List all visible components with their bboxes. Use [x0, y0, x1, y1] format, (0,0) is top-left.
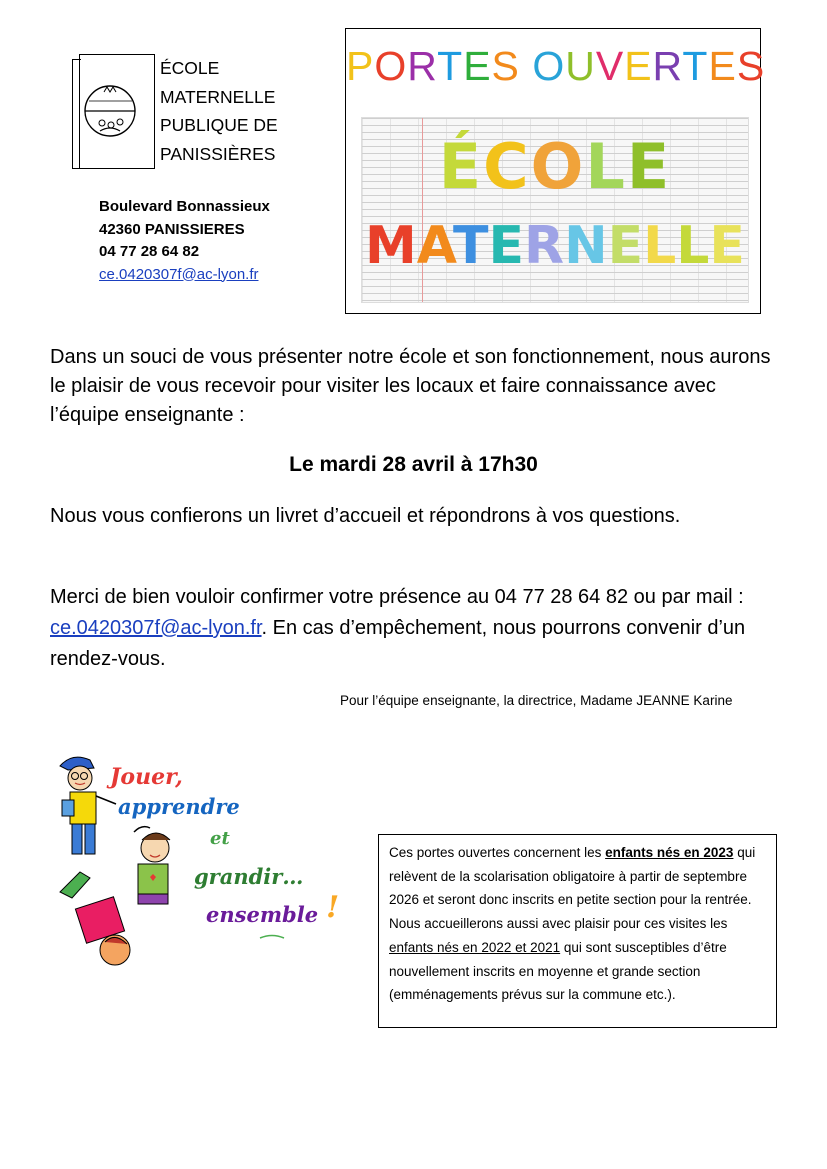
girl-figure-icon — [134, 827, 170, 904]
poster-title-letter: O — [532, 43, 566, 89]
school-name — [160, 54, 278, 168]
poster-word-letter: E — [607, 216, 644, 276]
poster-word-letter: N — [564, 216, 608, 276]
signature: Pour l’équipe enseignante, la directrice, Madame JEANNE Karine — [340, 693, 733, 708]
poster-word-letter: O — [530, 130, 586, 203]
address-city: 42360 PANISSIERES — [99, 220, 245, 238]
booklet-paragraph: Nous vous confierons un livret d’accueil et répondrons à vos questions. — [50, 505, 681, 527]
poster-title-letter: R — [652, 43, 683, 89]
slogan-line-4: grandir… — [194, 864, 304, 889]
poster-word-letter: R — [524, 216, 565, 276]
poster-title — [346, 43, 766, 90]
slogan-line-2: apprendre — [118, 794, 240, 819]
slogan-exclamation: ! — [326, 890, 340, 925]
poster-word-letter: C — [483, 130, 531, 203]
notebook-illustration — [361, 117, 749, 303]
confirm-email-link[interactable]: ce.0420307f@ac-lyon.fr — [50, 617, 262, 639]
poster-word-letter: M — [365, 216, 417, 276]
slogan-line-5: ensemble — [206, 902, 319, 927]
tumbling-child-icon — [60, 872, 130, 965]
slogan-line-3: et — [210, 828, 230, 849]
address-phone: 04 77 28 64 82 — [99, 243, 200, 260]
poster-title-letter: S — [491, 43, 520, 89]
poster-title-letter: U — [565, 43, 596, 89]
confirm-text-before: Merci de bien vouloir confirmer votre présence au 04 77 28 64 82 ou par mail : — [50, 586, 744, 608]
info-text-3: qui sont susceptibles d’être nouvellement inscrits en moyenne et grande section (emménagements prévus sur la commune etc.). — [389, 939, 727, 1003]
poster-word-letter: E — [488, 216, 525, 276]
poster-title-letter: P — [346, 43, 375, 89]
poster-word-letter: É — [438, 130, 484, 203]
info-highlight-2023: enfants nés en 2023 — [605, 845, 734, 860]
school-name-line-1: ÉCOLE — [160, 58, 220, 78]
school-name-line-4: PANISSIÈRES — [160, 143, 276, 164]
poster-word-letter: E — [626, 130, 672, 203]
event-date: Le mardi 28 avril à 17h30 — [289, 453, 538, 476]
poster-title-letter: T — [437, 43, 464, 89]
confirm-text-after: . En cas d’empêchement, nous pourrons convenir d’un rendez-vous. — [50, 617, 746, 670]
poster-title-letter: E — [708, 43, 737, 89]
poster-word-maternelle — [362, 216, 748, 276]
poster-title-letter — [520, 43, 532, 89]
boy-figure-icon — [60, 757, 116, 854]
poster-title-letter: E — [624, 43, 653, 89]
poster-word-letter: E — [709, 216, 745, 276]
info-highlight-2022-2021: enfants nés en 2022 et 2021 — [389, 939, 561, 955]
school-address — [99, 196, 270, 286]
school-name-line-2: MATERNELLE — [160, 86, 276, 107]
school-logo — [79, 54, 155, 169]
poster-word-letter: T — [453, 216, 489, 276]
address-street: Boulevard Bonnassieux — [99, 198, 270, 215]
logo-spine — [72, 59, 81, 169]
poster-title-letter: E — [463, 43, 492, 89]
grass-doodle-icon — [260, 936, 284, 939]
school-name-line-3: PUBLIQUE DE — [160, 115, 278, 135]
info-text-1: Ces portes ouvertes concernent les — [389, 845, 606, 860]
portes-ouvertes-poster — [345, 28, 766, 314]
poster-word-letter: L — [676, 216, 710, 276]
poster-word-letter: L — [643, 216, 677, 276]
poster-title-letter: R — [407, 43, 438, 89]
poster-title-letter: V — [595, 43, 625, 89]
poster-title-letter: O — [374, 43, 408, 89]
poster-word-letter: L — [585, 130, 627, 203]
confirm-paragraph — [50, 582, 780, 675]
slogan-line-1: Jouer, — [110, 764, 183, 790]
poster-title-letter: T — [682, 43, 709, 89]
intro-paragraph: Dans un souci de vous présenter notre école et son fonctionnement, nous aurons le plaisir de vous recevoir pour visiter les locaux et faire connaissance avec l’équipe enseignante : — [50, 346, 771, 426]
info-box — [378, 834, 777, 1028]
poster-word-ecole — [362, 130, 748, 203]
poster-word-letter: A — [416, 216, 454, 276]
poster-title-letter: S — [736, 43, 766, 89]
address-email-link[interactable]: ce.0420307f@ac-lyon.fr — [99, 265, 259, 283]
info-text-2: qui relèvent de la scolarisation obligatoire à partir de septembre 2026 et seront donc inscrits en petite section pour la rentrée. Nous accueillerons aussi avec plaisir pour ces visites les — [389, 845, 756, 932]
logo-emblem-icon — [80, 55, 154, 167]
